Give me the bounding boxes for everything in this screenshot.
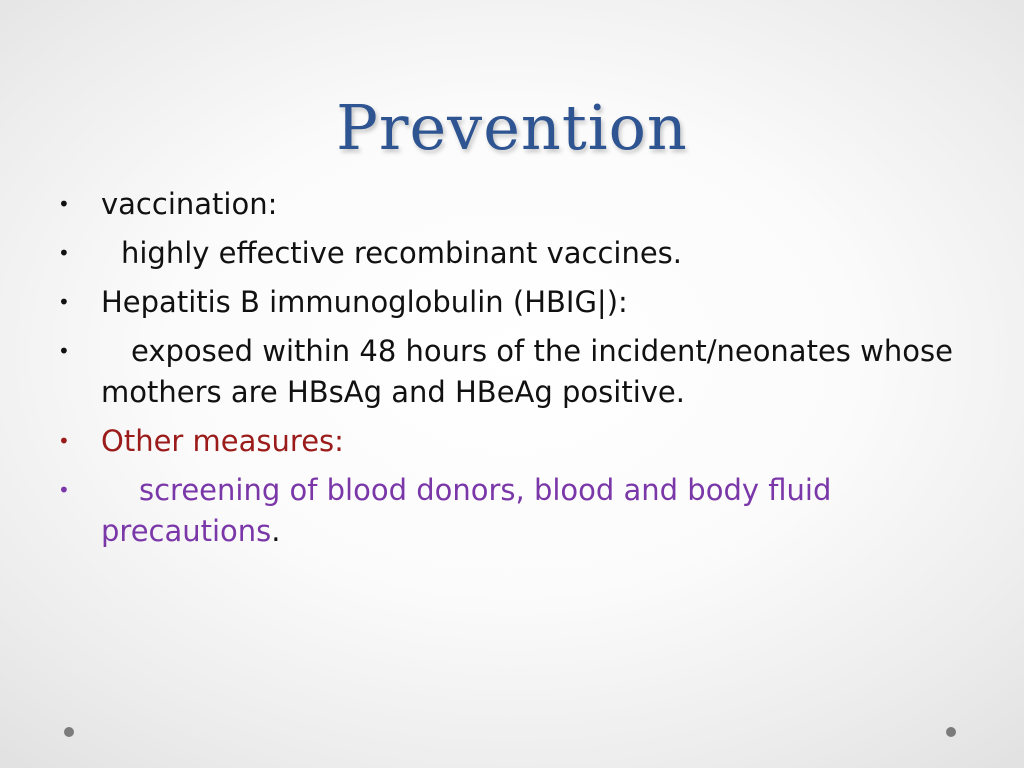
bullet-item-vaccination [0,184,961,225]
corner-dot-left-icon [64,727,74,737]
bullet-marker: • [58,241,70,265]
bullet-text: highly effective recombinant vaccines. [121,236,682,270]
bullet-text: vaccination: [101,187,278,221]
bullet-item-screening [0,470,961,552]
bullet-marker: • [58,192,70,216]
slide-title: Prevention [336,91,688,164]
bullet-item-exposure [0,331,961,413]
bullet-item-other-measures [0,421,961,462]
bullet-text: exposed within 48 hours of the incident/neonates whose mothers are HBsAg and HBeAg positive. [101,334,953,409]
bullet-text: Hepatitis B immunoglobulin (HBIG|): [101,285,628,319]
bullet-item-hbig [0,282,961,323]
bullet-text-period: . [271,514,281,548]
bullet-text: screening of blood donors, blood and body fluid precautions [101,473,832,548]
bullet-item-vaccines [0,233,961,274]
bullet-list [0,184,1024,560]
bullet-text: Other measures: [101,424,344,458]
bullet-marker: • [58,478,70,502]
bullet-marker: • [58,429,70,453]
bullet-marker: • [58,339,70,363]
corner-dot-right-icon [946,727,956,737]
bullet-marker: • [58,290,70,314]
